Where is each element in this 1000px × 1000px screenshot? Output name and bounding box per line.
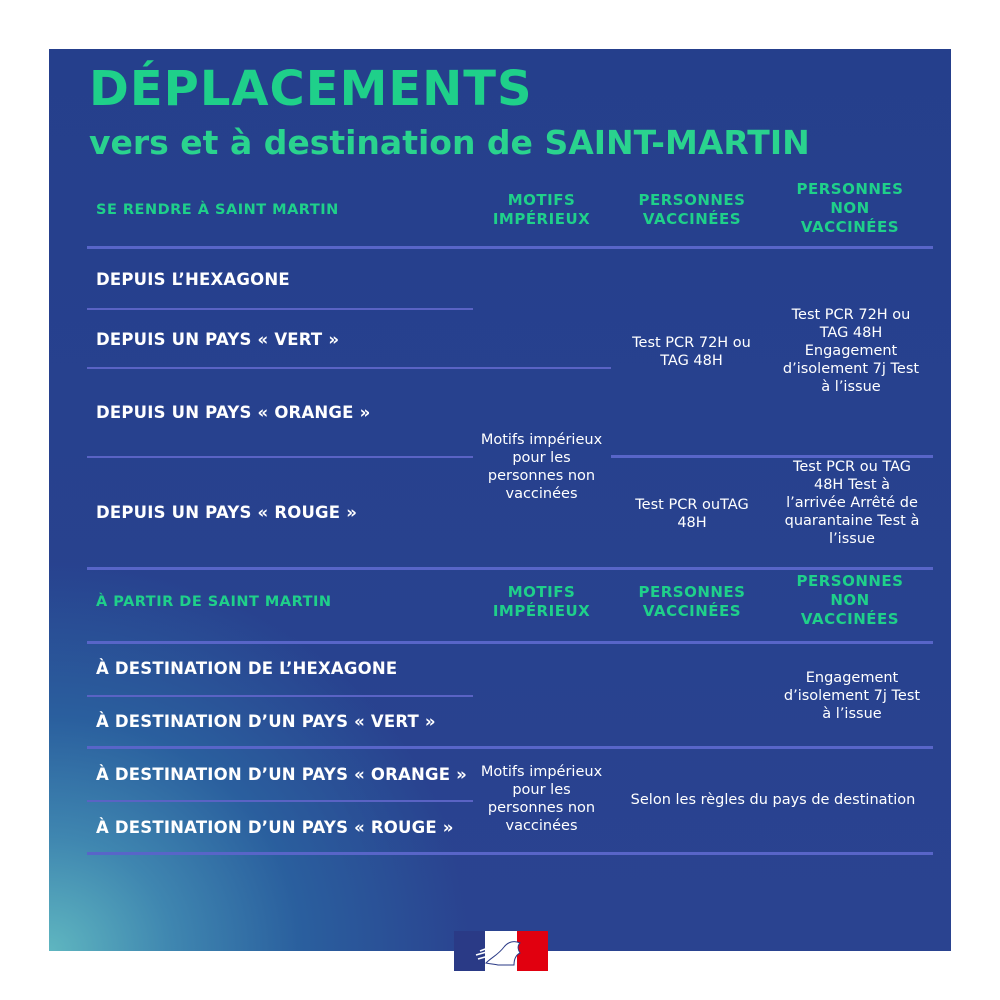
row-depuis-rouge: DEPUIS UN PAYS « ROUGE » bbox=[96, 503, 358, 522]
subtitle-destination: SAINT-MARTIN bbox=[544, 123, 810, 162]
row-destination-orange: À DESTINATION D’UN PAYS « ORANGE » bbox=[96, 765, 468, 784]
section2-col-motifs: MOTIFS IMPÉRIEUX bbox=[492, 583, 591, 620]
row-divider bbox=[87, 695, 473, 697]
row-divider bbox=[87, 308, 473, 310]
section1-col-non-vaccinees: PERSONNES NON VACCINÉES bbox=[796, 180, 904, 236]
cell-non-vaccinees-quarantaine: Test PCR ou TAG 48H Test à l’arrivée Arrêté de quarantaine Test à l’issue bbox=[784, 459, 920, 547]
cell-non-vaccinees-isolement: Engagement d’isolement 7j Test à l’issue bbox=[783, 670, 921, 722]
table-bottom-divider bbox=[87, 852, 933, 855]
section2-header-divider bbox=[87, 641, 933, 644]
subtitle-prefix: vers et à destination de bbox=[89, 123, 545, 162]
marianne-profile-icon bbox=[468, 937, 528, 967]
section2-col-non-vaccinees: PERSONNES NON VACCINÉES bbox=[796, 572, 904, 628]
row-depuis-orange: DEPUIS UN PAYS « ORANGE » bbox=[96, 403, 371, 422]
section2-heading: À PARTIR DE SAINT MARTIN bbox=[96, 594, 332, 610]
row-divider bbox=[87, 746, 933, 749]
row-destination-hexagone: À DESTINATION DE L’HEXAGONE bbox=[96, 659, 398, 678]
infographic-card bbox=[49, 49, 951, 951]
title-deplacements: DÉPLACEMENTS bbox=[89, 61, 533, 117]
section1-col-motifs: MOTIFS IMPÉRIEUX bbox=[492, 191, 591, 228]
cell-motifs-imperieux: Motifs impérieux pour les personnes non vaccinées bbox=[480, 432, 603, 502]
cell-regles-pays-destination: Selon les règles du pays de destination bbox=[630, 792, 916, 808]
row-depuis-vert: DEPUIS UN PAYS « VERT » bbox=[96, 330, 340, 349]
row-destination-rouge: À DESTINATION D’UN PAYS « ROUGE » bbox=[96, 818, 454, 837]
section2-col-vaccinees: PERSONNES VACCINÉES bbox=[638, 583, 746, 620]
row-depuis-hexagone: DEPUIS L’HEXAGONE bbox=[96, 270, 290, 289]
cell-vaccinees-test-72h: Test PCR 72H ou TAG 48H bbox=[632, 335, 751, 369]
row-destination-vert: À DESTINATION D’UN PAYS « VERT » bbox=[96, 712, 436, 731]
cell-motifs-imperieux-depart: Motifs impérieux pour les personnes non vaccinées bbox=[480, 764, 603, 834]
row-divider bbox=[87, 800, 473, 802]
cell-vaccinees-test-48h: Test PCR ouTAG 48H bbox=[635, 497, 749, 531]
french-republic-logo bbox=[454, 931, 548, 971]
row-divider bbox=[87, 367, 611, 369]
section-divider bbox=[87, 567, 933, 570]
row-divider bbox=[87, 456, 473, 458]
section1-col-vaccinees: PERSONNES VACCINÉES bbox=[638, 191, 746, 228]
section1-heading: SE RENDRE À SAINT MARTIN bbox=[96, 202, 339, 218]
section1-header-divider bbox=[87, 246, 933, 249]
cell-non-vaccinees-engagement: Test PCR 72H ou TAG 48H Engagement d’isolement 7j Test à l’issue bbox=[782, 307, 920, 395]
subtitle bbox=[89, 123, 810, 162]
